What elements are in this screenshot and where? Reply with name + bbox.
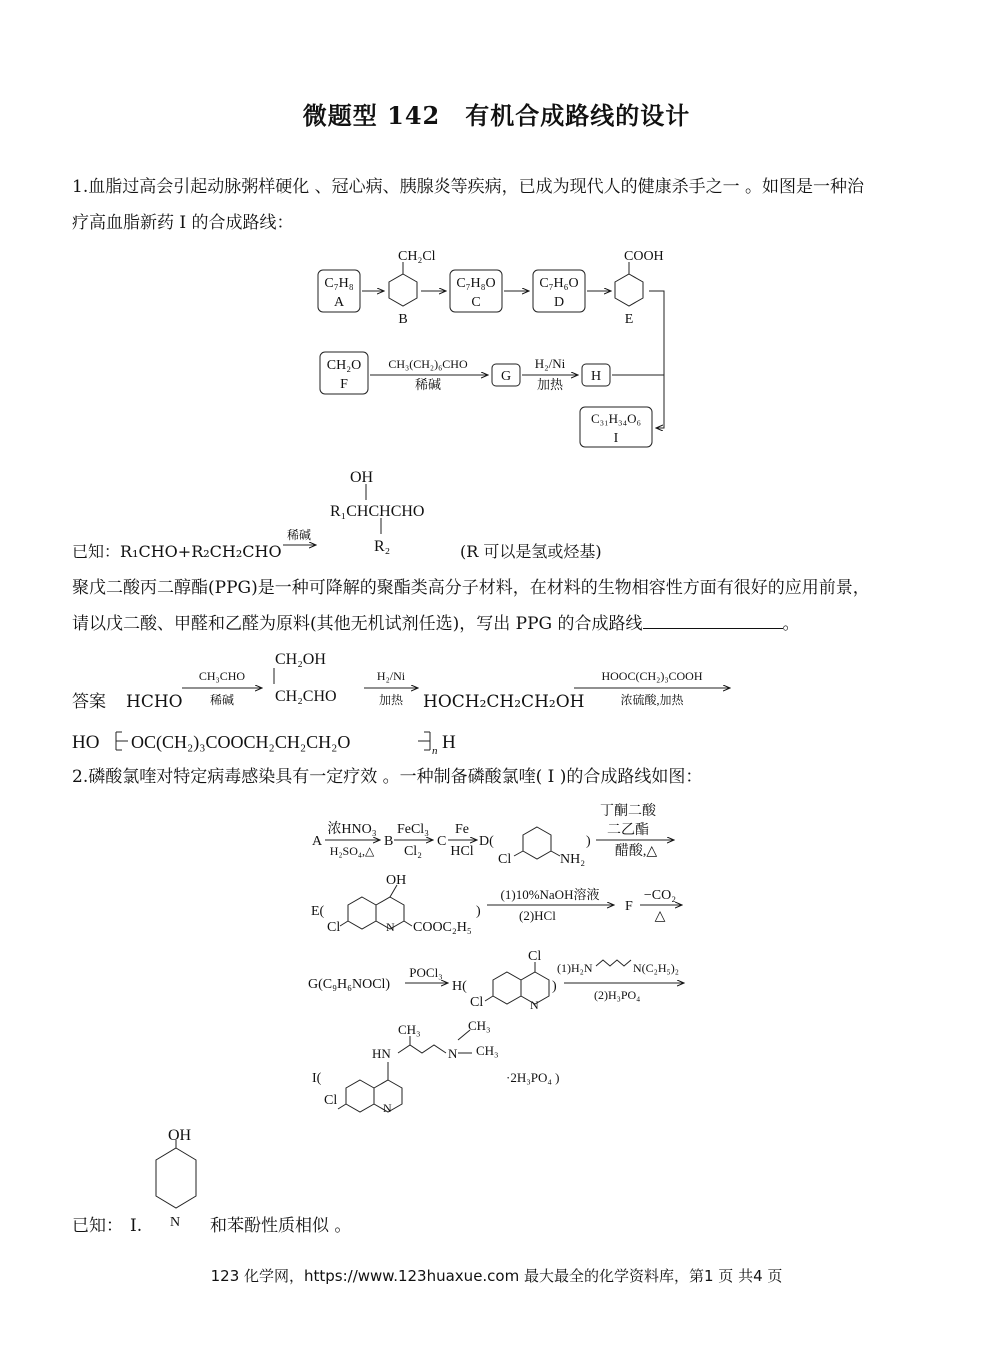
answer-label: 答案 [72,692,106,712]
polymer-n: n [432,745,438,757]
q2-reagent-AB-top: 浓HNO₃ [327,822,377,837]
known-product-OH: OH [350,469,374,486]
q2-reagent-DE-bottom: 醋酸,△ [614,844,658,859]
reagent-FG-bottom: 稀碱 [414,377,442,392]
ppg-line2: 请以戊二酸、甲醛和乙醛为原料(其他无机试剂任选)，写出 PPG 的合成路线 [72,614,643,634]
answer-reagent1-top: CH₃CHO [198,669,246,683]
q2-H-Cl-top: Cl [528,949,542,964]
answer-propanediol: HOCH₂CH₂CH₂OH [423,692,585,712]
compound-B-label: B [398,312,408,327]
q2-I-N: N [448,1046,458,1061]
answer-reagent2-bottom: 加热 [378,693,404,707]
compound-G-label: G [500,369,512,384]
q2-D-close: ) [586,834,591,849]
q2-reagent-HI-top-post: N(C₂H₅)₂ [633,961,679,975]
compound-A-formula: C₇H₈ [324,276,354,291]
known-note: (R 可以是氢或烃基) [460,542,602,561]
compound-C-formula: C₇H₈O [456,276,496,291]
q2-reagent-HI-top-pre: (1)H₂N [557,961,593,975]
q2-known-N: N [170,1215,181,1230]
q2-reagent-BC-bottom: Cl₂ [403,844,423,859]
q2-D-Cl: Cl [498,852,512,867]
q1-line1: 1.血脂过高会引起动脉粥样硬化 、冠心病、胰腺炎等疾病，已成为现代人的健康杀手之一 。如图是一种治 [72,177,865,197]
answer-reagent2-top: H₂/Ni [376,669,406,683]
compound-B-substituent: CH₂Cl [398,249,436,264]
q2-A: A [312,834,323,849]
q2-D-NH2: NH₂ [560,852,586,867]
q2-G: G(C₉H₆NOCl) [308,977,391,992]
answer-intermediate-top: CH₂OH [275,651,326,668]
q2-E-ester: COOC₂H₅ [413,920,472,935]
compound-E-substituent: COOH [624,249,664,264]
ppg-line2-wrapper [72,612,800,635]
q2-reagent-CD-bottom: HCl [450,844,474,859]
known-product-R2: R₂ [374,538,391,555]
q2-reagent-DE-top2: 二乙酯 [607,823,649,838]
q1-known-label [72,541,282,563]
reagent-FG-top: CH₃(CH₂)₆CHO [388,357,468,371]
polymer-repeat-unit: OC(CH₂)₃COOCH₂CH₂CH₂O [131,732,351,752]
answer-reagent3-bottom: 浓硫酸,加热 [620,693,684,707]
q2-known-OH: OH [168,1127,192,1144]
compound-F-label: F [340,377,348,392]
answer-intermediate-bottom: CH₂CHO [275,688,337,705]
compound-H-label: H [590,369,602,384]
q2-I-open: I( [312,1071,322,1086]
known-prefix: 已知： [72,542,121,561]
q2-I-ring-N: N [383,1101,392,1115]
q2-reagent-FG-bottom: △ [654,909,666,924]
q2-known-text: 和苯酚性质相似 。 [210,1216,352,1236]
answer-reagent1-bottom: 稀碱 [209,693,235,707]
compound-E-label: E [624,312,634,327]
q2-reagent-GH-top: POCl₃ [409,965,443,980]
q2-I-salt: ·2H₃PO₄ ) [506,1070,560,1085]
compound-D-label: D [553,295,565,310]
q2-reagent-DE-top1: 丁酮二酸 [600,804,656,819]
q2-H-open: H( [452,979,467,994]
q2-reagent-EF-bottom: (2)HCl [519,908,556,923]
compound-I-formula: C₃₁H₃₄O₆ [590,411,642,426]
q2-F: F [625,899,633,914]
answer-start: HCHO [126,692,183,712]
q2-H-N: N [530,998,539,1012]
q2-reagent-HI-bottom: (2)H₃PO₄ [594,988,641,1002]
q2-I-CH3-top: CH₃ [398,1022,421,1037]
compound-F-formula: CH₂O [326,358,362,373]
q2-H-Cl: Cl [470,995,484,1010]
q2-E-close: ) [476,904,481,919]
compound-I-label: I [613,431,619,446]
known-product-main: R₁CHCHCHO [330,503,425,520]
known-reactants: R₁CHO+R₂CH₂CHO [120,542,282,561]
q1-line2: 疗高血脂新药 I 的合成路线： [72,213,294,233]
compound-C-label: C [471,295,481,310]
q2-C: C [437,834,447,849]
q2-E-open: E( [311,904,325,919]
ppg-end: 。 [782,614,800,634]
q2-I-HN: HN [372,1046,391,1061]
q2-I-Cl: Cl [324,1093,338,1108]
q2-reagent-CD-top: Fe [455,822,469,837]
q2-known-num: Ⅰ. [130,1216,143,1236]
q2-D-open: D( [479,834,494,849]
answer-blank [643,612,783,629]
polymer-HO: HO [72,732,100,753]
q2-line1: 2.磷酸氯喹对特定病毒感染具有一定疗效 。一种制备磷酸氯喹( Ⅰ )的合成路线如图： [72,767,703,787]
q2-reagent-AB-bottom: H₂SO₄,△ [329,844,375,858]
q2-known-prefix: 已知： [72,1216,123,1236]
q2-B: B [384,834,394,849]
q2-E-OH: OH [386,873,407,888]
reagent-GH-top: H₂/Ni [534,356,566,371]
compound-A-label: A [333,295,345,310]
q2-I-CH3-a: CH₃ [468,1018,491,1033]
ppg-line1: 聚戊二酸丙二醇酯(PPG)是一种可降解的聚酯类高分子材料，在材料的生物相容性方面有很好的应用前景， [72,578,870,598]
q2-I-CH3-b: CH₃ [476,1043,499,1058]
compound-D-formula: C₇H₆O [539,276,579,291]
q2-E-N: N [386,920,395,934]
q2-H-close: ) [552,979,557,994]
page-title: 微题型 142 有机合成路线的设计 [302,101,691,130]
page-footer: 123 化学网，https://www.123huaxue.com 最大最全的化学资料库，第1 页 共4 页 [210,1267,783,1285]
q2-reagent-BC-top: FeCl₃ [396,822,430,837]
q2-E-Cl: Cl [327,920,341,935]
known-arrow-label: 稀碱 [286,528,312,542]
reagent-GH-bottom: 加热 [536,377,564,392]
polymer-H: H [442,732,456,753]
answer-reagent3-top: HOOC(CH₂)₃COOH [601,669,703,683]
q2-reagent-EF-top: (1)10%NaOH溶液 [500,887,600,902]
q2-reagent-FG-top: −CO₂ [643,888,677,903]
